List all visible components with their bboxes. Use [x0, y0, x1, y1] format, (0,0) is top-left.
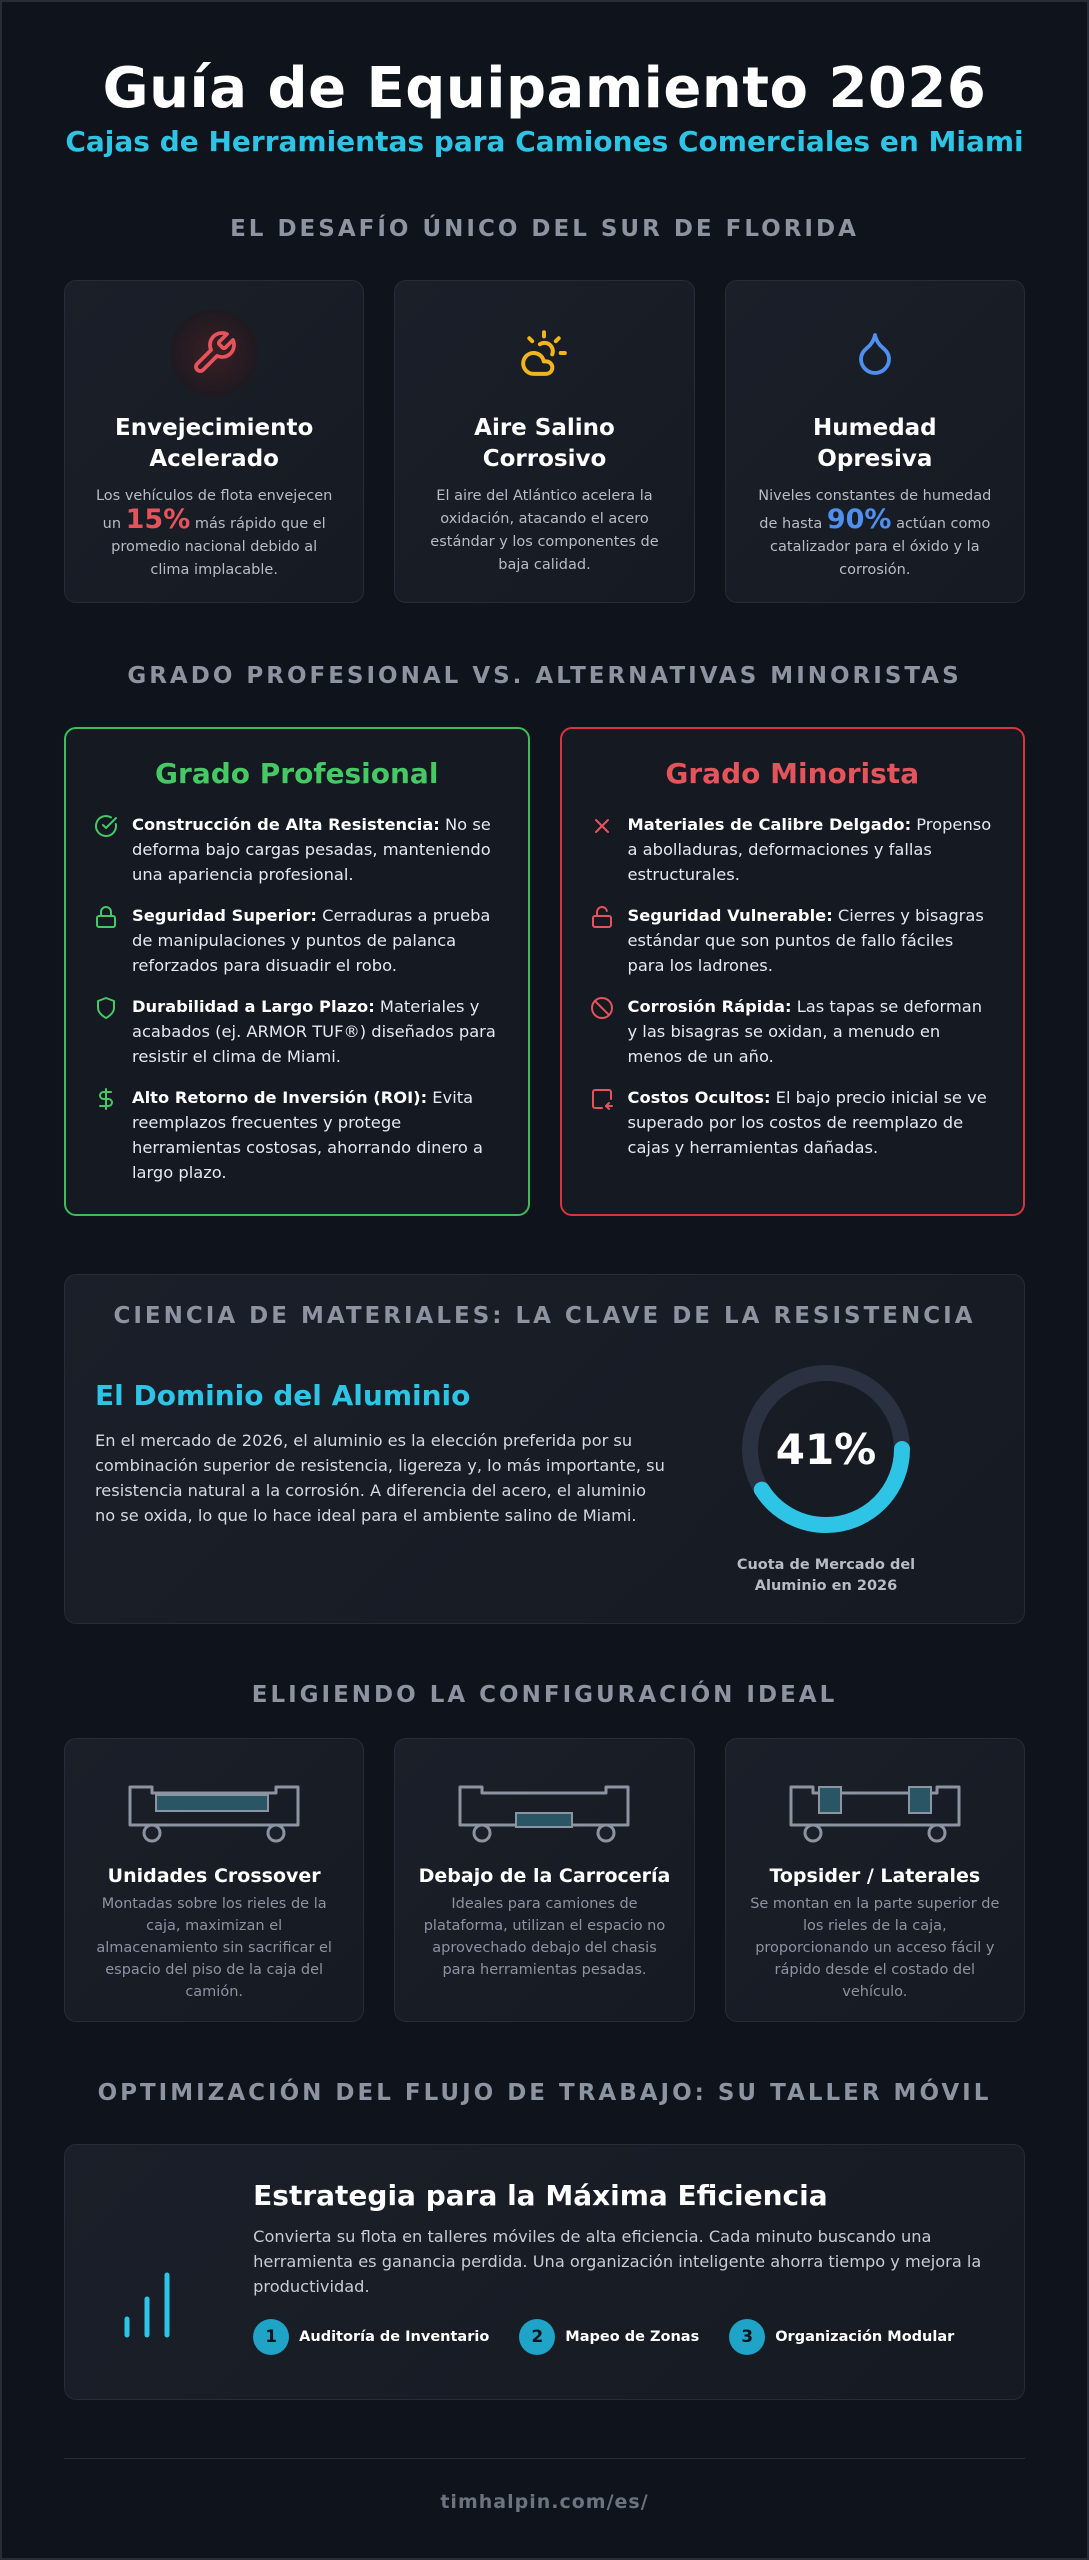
challenge-text: [752, 485, 998, 582]
lock-icon: [94, 903, 120, 978]
comparison-panels: [2, 727, 1087, 1216]
challenge-text-before: Los vehículos de flota envejecen un: [95, 488, 333, 532]
retail-grade-title: Grado Minorista: [665, 757, 920, 790]
challenge-title: Humedad Opresiva: [813, 415, 937, 472]
list-item-bold: Corrosión Rápida:: [627, 997, 792, 1016]
list-item-bold: Seguridad Superior:: [132, 906, 317, 925]
professional-grade-panel: [64, 727, 530, 1216]
list-item: [590, 812, 996, 887]
list-item-bold: Alto Retorno de Inversión (ROI):: [132, 1088, 428, 1107]
challenge-text: [91, 485, 337, 582]
section-title-comparison: GRADO PROFESIONAL VS. ALTERNATIVAS MINORISTAS: [127, 663, 962, 689]
section-title-configs: ELIGIENDO LA CONFIGURACIÓN IDEAL: [251, 1682, 838, 1708]
config-card-underbody: [394, 1738, 694, 2022]
materials-text: [95, 1379, 665, 1597]
donut-caption: Cuota de Mercado del Aluminio en 2026: [736, 1557, 916, 1594]
wrench-icon: [170, 309, 258, 397]
step-label: Auditoría de Inventario: [299, 2329, 490, 2345]
list-item: [94, 994, 500, 1069]
challenge-title: Aire Salino Corrosivo: [474, 415, 615, 472]
challenge-card-salt-air: [394, 280, 694, 603]
list-item: [94, 903, 500, 978]
list-item-body: Propenso a abolladuras, deformaciones y fallas estructurales.: [627, 815, 992, 884]
workflow-card: [64, 2144, 1025, 2400]
header: [2, 2, 1087, 158]
list-item: [590, 994, 996, 1069]
retail-grade-panel: [560, 727, 1026, 1216]
receipt-icon: [590, 1085, 616, 1160]
dollar-icon: [94, 1085, 120, 1185]
challenge-highlight: 90%: [826, 504, 892, 535]
donut-chart: [738, 1361, 914, 1537]
workflow-step: [253, 2319, 489, 2355]
config-card-topsider: [725, 1738, 1025, 2022]
config-title: Topsider / Laterales: [769, 1865, 981, 1887]
step-label: Mapeo de Zonas: [565, 2329, 700, 2345]
list-item-text: [132, 903, 500, 978]
list-item-bold: Materiales de Calibre Delgado:: [627, 815, 912, 834]
underbody-truck-icon: [456, 1783, 632, 1847]
list-item: [590, 1085, 996, 1160]
retail-grade-list: [590, 812, 996, 1160]
challenge-text-after: más rápido que el promedio nacional debido al clima implacable.: [111, 516, 326, 578]
config-title: Unidades Crossover: [107, 1865, 321, 1887]
section-title-challenges: EL DESAFÍO ÚNICO DEL SUR DE FLORIDA: [230, 216, 859, 242]
workflow-content: [253, 2179, 984, 2399]
materials-body: [95, 1379, 994, 1597]
materials-card: [64, 1274, 1025, 1624]
check-circle-icon: [94, 812, 120, 887]
list-item-text: [132, 1085, 500, 1185]
ban-icon: [590, 994, 616, 1069]
page-subtitle: Cajas de Herramientas para Camiones Comerciales en Miami: [65, 125, 1024, 158]
professional-grade-title: Grado Profesional: [155, 757, 439, 790]
list-item-bold: Durabilidad a Largo Plazo:: [132, 997, 375, 1016]
section-title-workflow: OPTIMIZACIÓN DEL FLUJO DE TRABAJO: SU TALLER MÓVIL: [97, 2080, 992, 2106]
section-title-materials: CIENCIA DE MATERIALES: LA CLAVE DE LA RESISTENCIA: [113, 1303, 976, 1329]
list-item-text: [132, 994, 500, 1069]
step-number: 2: [519, 2319, 555, 2355]
droplet-icon: [831, 309, 919, 397]
materials-paragraph: En el mercado de 2026, el aluminio es la elección preferida por su combinación superior de resistencia, ligereza y, lo más importante, su resistencia natural a la corrosión. A diferencia del acero, el aluminio no se oxida, lo que lo hace ideal para el ambiente salino de Miami.: [95, 1431, 665, 1525]
challenge-highlight: 15%: [125, 504, 191, 535]
challenge-text-before: Niveles constantes de humedad de hasta: [758, 488, 992, 532]
list-item-text: [628, 812, 996, 887]
list-item-body: Materiales y acabados (ej. ARMOR TUF®) diseñados para resistir el clima de Miami.: [132, 997, 496, 1066]
workflow-step: [729, 2319, 954, 2355]
config-text: Se montan en la parte superior de los rieles de la caja, proporcionando un acceso fácil y rápido desde el costado del vehículo.: [750, 1896, 1000, 2000]
config-text: Montadas sobre los rieles de la caja, maximizan el almacenamiento sin sacrificar el espacio del piso de la caja del camión.: [96, 1896, 332, 2000]
config-card-crossover: [64, 1738, 364, 2022]
challenge-card-humidity: [725, 280, 1025, 603]
bar-chart-icon: [117, 2179, 213, 2399]
list-item: [590, 903, 996, 978]
aluminum-share-chart: [701, 1361, 951, 1597]
challenge-text-after: actúan como catalizador para el óxido y la corrosión.: [770, 516, 991, 578]
list-item-body: Las tapas se deforman y las bisagras se oxidan, a menudo en menos de un año.: [627, 997, 983, 1066]
page-title: Guía de Equipamiento 2026: [102, 56, 987, 121]
sun-cloud-icon: [500, 309, 588, 397]
config-text: Ideales para camiones de plataforma, utilizan el espacio no aprovechado debajo del chasis para herramientas pesadas.: [423, 1896, 666, 1978]
list-item-text: [628, 903, 996, 978]
list-item: [94, 1085, 500, 1185]
workflow-steps: [253, 2319, 984, 2355]
x-icon: [590, 812, 616, 887]
config-cards: [2, 1738, 1087, 2022]
professional-grade-list: [94, 812, 500, 1185]
list-item-body: No se deforma bajo cargas pesadas, manteniendo una apariencia profesional.: [132, 815, 491, 884]
challenge-cards: [2, 280, 1087, 603]
list-item-bold: Seguridad Vulnerable:: [627, 906, 833, 925]
workflow-step: [519, 2319, 699, 2355]
unlock-icon: [590, 903, 616, 978]
footer-divider: [64, 2458, 1025, 2459]
shield-icon: [94, 994, 120, 1069]
list-item: [94, 812, 500, 887]
list-item-body: Evita reemplazos frecuentes y protege herramientas costosas, ahorrando dinero a largo plazo.: [132, 1088, 483, 1182]
crossover-truck-icon: [126, 1783, 302, 1847]
footer-link[interactable]: timhalpin.com/es/: [440, 2491, 649, 2513]
list-item-bold: Construcción de Alta Resistencia:: [132, 815, 440, 834]
list-item-body: Cerraduras a prueba de manipulaciones y puntos de palanca reforzados para disuadir el robo.: [132, 906, 491, 975]
topsider-truck-icon: [787, 1783, 963, 1847]
donut-value-label: 41%: [775, 1424, 877, 1474]
challenge-title: Envejecimiento Acelerado: [115, 415, 314, 472]
workflow-paragraph: Convierta su flota en talleres móviles de alta eficiencia. Cada minuto buscando una herramienta es ganancia perdida. Una organización inteligente ahorra tiempo y mejora la productividad.: [253, 2227, 982, 2296]
step-number: 1: [253, 2319, 289, 2355]
list-item-body: El bajo precio inicial se ve superado por los costos de reemplazo de cajas y herramientas dañadas.: [627, 1088, 987, 1157]
list-item-bold: Costos Ocultos:: [627, 1088, 771, 1107]
list-item-text: [628, 1085, 996, 1160]
list-item-text: [132, 812, 500, 887]
config-title: Debajo de la Carrocería: [418, 1865, 671, 1887]
step-label: Organización Modular: [775, 2329, 955, 2345]
challenge-text: El aire del Atlántico acelera la oxidación, atacando el acero estándar y los componentes de baja calidad.: [430, 488, 659, 573]
workflow-heading: Estrategia para la Máxima Eficiencia: [253, 2179, 828, 2212]
step-number: 3: [729, 2319, 765, 2355]
list-item-text: [628, 994, 996, 1069]
materials-heading: El Dominio del Aluminio: [95, 1379, 471, 1412]
challenge-card-aging: [64, 280, 364, 603]
list-item-body: Cierres y bisagras estándar que son puntos de fallo fáciles para los ladrones.: [627, 906, 984, 975]
